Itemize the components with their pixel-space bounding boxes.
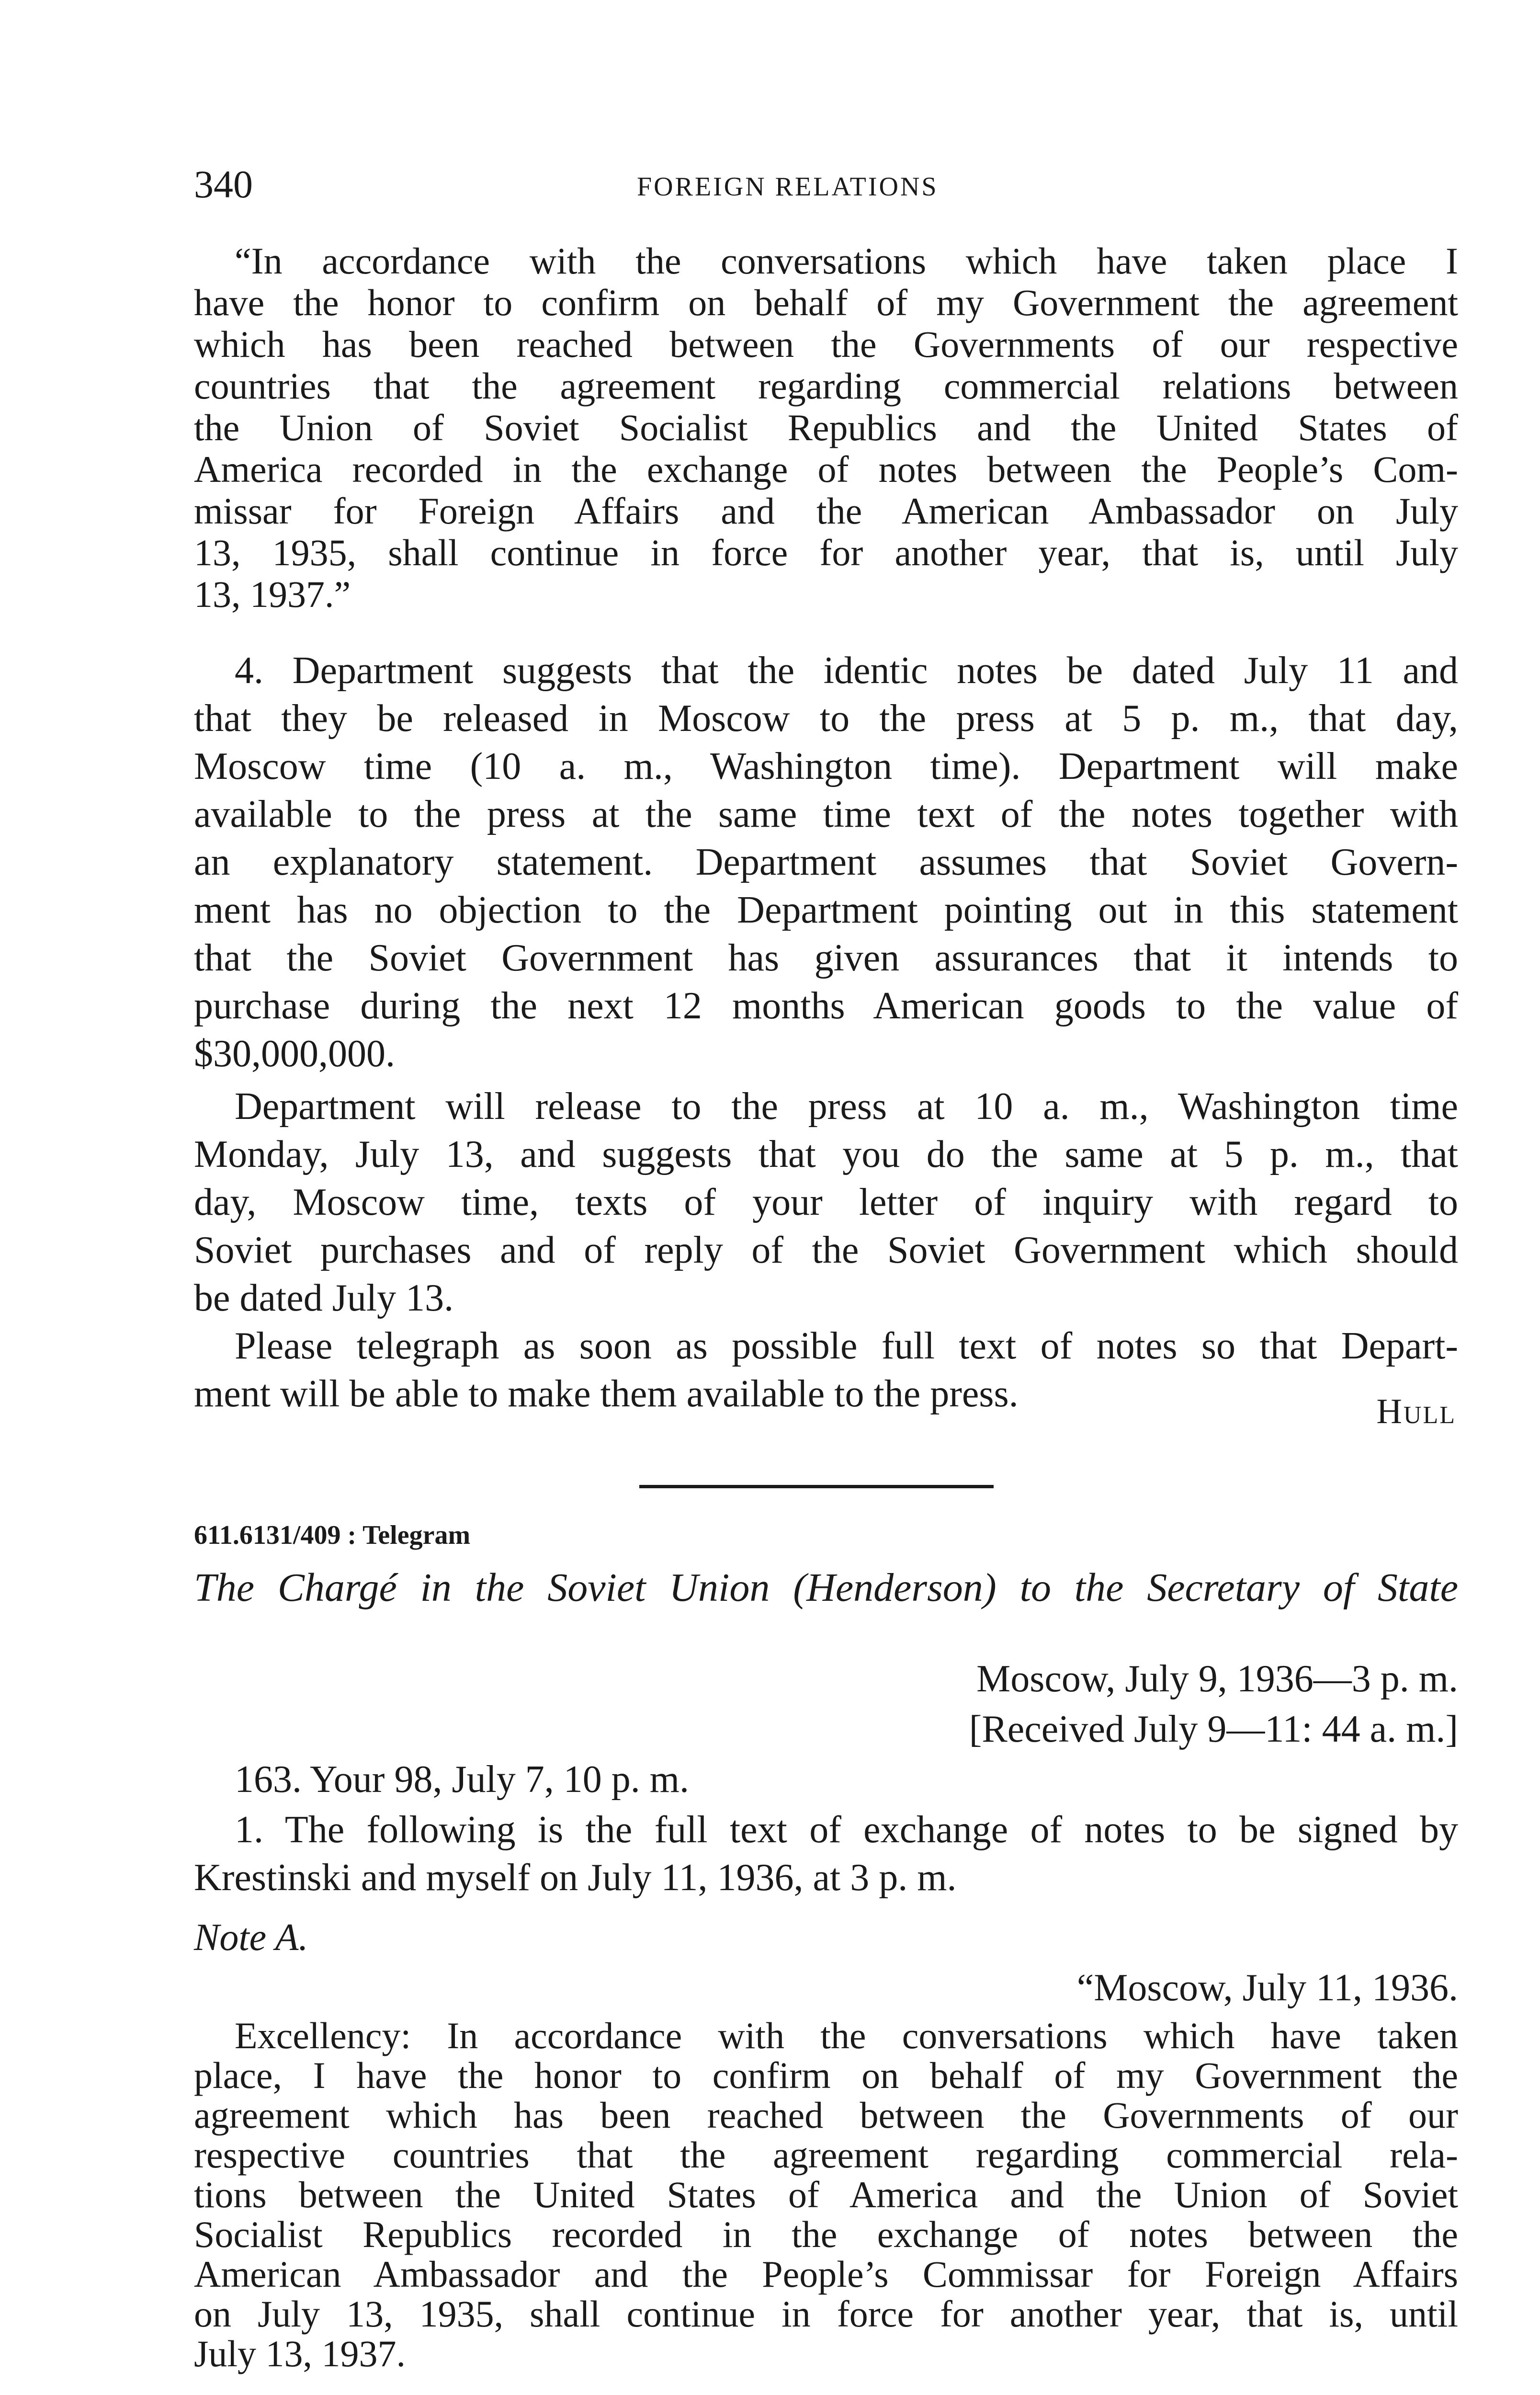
quoted-note-line: 13, 1937.” — [194, 573, 351, 615]
section-divider — [639, 1485, 994, 1488]
document-title: The Chargé in the Soviet Union (Henderson) to the Secretary of State — [194, 1565, 1458, 1610]
quoted-note-line: which has been reached between the Governments of our respective — [194, 323, 1458, 365]
note-a-line: July 13, 1937. — [194, 2333, 406, 2374]
signature: Hull — [1376, 1392, 1456, 1431]
quoted-note-line: the Union of Soviet Socialist Republics and the United States of — [194, 407, 1458, 448]
release-paragraph-line: Department will release to the press at 10 a. m., Washington time — [235, 1085, 1458, 1128]
note-a-line: Socialist Republics recorded in the exchange of notes between the — [194, 2213, 1458, 2255]
paragraph-4-line: that they be released in Moscow to the press at 5 p. m., that day, — [194, 697, 1458, 740]
release-paragraph-line: be dated July 13. — [194, 1277, 454, 1319]
page-number: 340 — [194, 162, 253, 206]
release-paragraph-line: Monday, July 13, and suggests that you do the same at 5 p. m., that — [194, 1133, 1458, 1175]
paragraph-4-line: purchase during the next 12 months American goods to the value of — [194, 985, 1458, 1027]
note-a-line: agreement which has been reached between the Governments of our — [194, 2094, 1458, 2136]
quoted-note-line: countries that the agreement regarding commercial relations between — [194, 365, 1458, 407]
note-dateline: “Moscow, July 11, 1936. — [1076, 1967, 1458, 2009]
quoted-note-line: “In accordance with the conversations which have taken place I — [235, 240, 1458, 282]
paragraph-4-line: an explanatory statement. Department assumes that Soviet Govern- — [194, 841, 1458, 883]
received-line: [Received July 9—11: 44 a. m.] — [969, 1708, 1458, 1750]
quoted-note-line: missar for Foreign Affairs and the American Ambassador on July — [194, 490, 1458, 532]
quoted-note-line: America recorded in the exchange of notes between the People’s Com- — [194, 448, 1458, 490]
running-head: FOREIGN RELATIONS — [637, 172, 939, 202]
note-a-line: tions between the United States of America and the Union of Soviet — [194, 2174, 1458, 2215]
telegraph-paragraph-line: Please telegraph as soon as possible full text of notes so that Depart- — [235, 1325, 1458, 1367]
reference-line: 163. Your 98, July 7, 10 p. m. — [235, 1758, 690, 1801]
note-a-line: Excellency: In accordance with the conversations which have taken — [235, 2015, 1458, 2056]
paragraph-4-line: Moscow time (10 a. m., Washington time). Department will make — [194, 745, 1458, 787]
file-reference: 611.6131/409 : Telegram — [194, 1520, 471, 1550]
item-1-line: Krestinski and myself on July 11, 1936, at 3 p. m. — [194, 1857, 957, 1899]
paragraph-4-line: that the Soviet Government has given assurances that it intends to — [194, 937, 1458, 979]
paragraph-4-line: available to the press at the same time text of the notes together with — [194, 793, 1458, 835]
quoted-note-line: have the honor to confirm on behalf of my Government the agreement — [194, 282, 1458, 323]
note-a-line: place, I have the honor to confirm on behalf of my Government the — [194, 2054, 1458, 2096]
release-paragraph-line: Soviet purchases and of reply of the Soviet Government which should — [194, 1229, 1458, 1271]
note-a-line: American Ambassador and the People’s Commissar for Foreign Affairs — [194, 2253, 1458, 2295]
telegraph-paragraph-line: ment will be able to make them available to the press. — [194, 1373, 1019, 1415]
note-a-line: on July 13, 1935, shall continue in force for another year, that is, until — [194, 2293, 1458, 2335]
item-1-line: 1. The following is the full text of exchange of notes to be signed by — [235, 1809, 1458, 1851]
note-a-line: respective countries that the agreement regarding commercial rela- — [194, 2134, 1458, 2176]
release-paragraph-line: day, Moscow time, texts of your letter of inquiry with regard to — [194, 1181, 1458, 1223]
paragraph-4-line: ment has no objection to the Department pointing out in this statement — [194, 889, 1458, 931]
paragraph-4-line: $30,000,000. — [194, 1033, 395, 1075]
paragraph-4-line: 4. Department suggests that the identic notes be dated July 11 and — [235, 650, 1458, 692]
quoted-note-line: 13, 1935, shall continue in force for another year, that is, until July — [194, 532, 1458, 573]
note-label: Note A. — [194, 1916, 308, 1959]
dateline: Moscow, July 9, 1936—3 p. m. — [976, 1658, 1458, 1700]
